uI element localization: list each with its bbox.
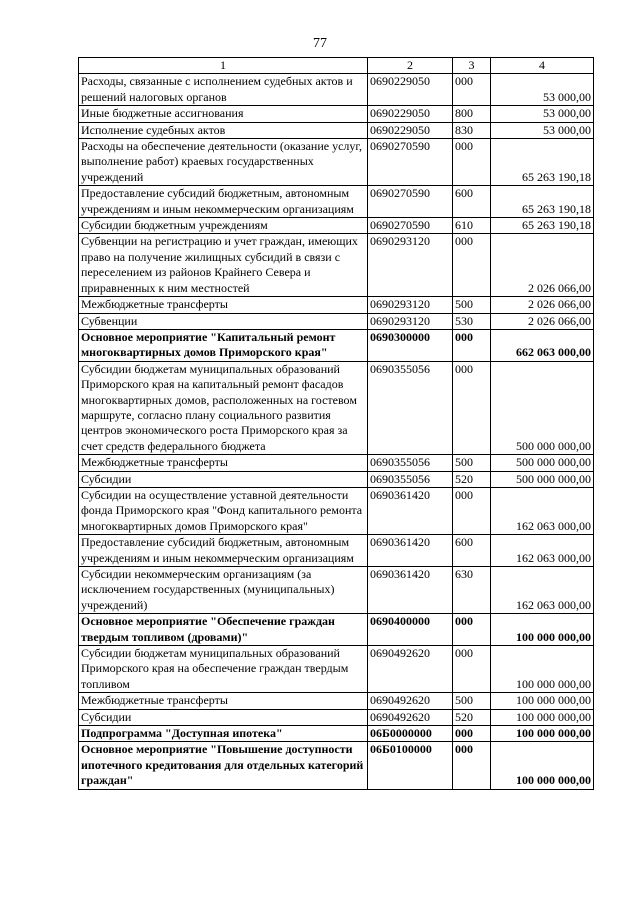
row-name: Иные бюджетные ассигнования [79,106,368,122]
row-expense-type: 000 [453,139,491,186]
row-expense-type: 000 [453,234,491,297]
table-row [79,139,594,186]
row-code: 0690270590 [368,139,453,186]
row-expense-type: 500 [453,693,491,709]
row-amount: 500 000 000,00 [491,471,594,487]
row-amount: 100 000 000,00 [491,693,594,709]
row-name: Расходы, связанные с исполнением судебных актов и решений налоговых органов [79,74,368,106]
row-amount: 2 026 066,00 [491,313,594,329]
row-expense-type: 610 [453,218,491,234]
row-amount: 162 063 000,00 [491,567,594,614]
row-amount: 500 000 000,00 [491,361,594,454]
table-row [79,313,594,329]
row-expense-type: 630 [453,567,491,614]
budget-table [78,57,594,790]
row-code: 0690270590 [368,186,453,218]
table-row [79,726,594,742]
row-name: Субсидии на осуществление уставной деятельности фонда Приморского края "Фонд капитального ремонта многоквартирных домов Приморского края" [79,487,368,534]
row-amount: 65 263 190,18 [491,186,594,218]
row-name: Основное мероприятие "Обеспечение граждан твердым топливом (дровами)" [79,614,368,646]
row-name: Межбюджетные трансферты [79,297,368,313]
row-expense-type: 000 [453,361,491,454]
header-col-1: 1 [79,58,368,74]
row-expense-type: 830 [453,122,491,138]
row-expense-type: 000 [453,742,491,789]
row-amount: 162 063 000,00 [491,535,594,567]
row-name: Субсидии бюджетам муниципальных образований Приморского края на капитальный ремонт фасадов многоквартирных домов, расположенных на гостевом маршруте, согласно плану социального развития центров экономического роста Приморского края за счет средств федерального бюджета [79,361,368,454]
table-row [79,218,594,234]
table-row [79,487,594,534]
table-row [79,74,594,106]
table-row [79,106,594,122]
table-row [79,742,594,789]
row-expense-type: 520 [453,471,491,487]
row-code: 0690355056 [368,471,453,487]
row-expense-type: 000 [453,74,491,106]
row-name: Межбюджетные трансферты [79,455,368,471]
row-code: 06Б0000000 [368,726,453,742]
table-row [79,186,594,218]
row-code: 0690361420 [368,535,453,567]
row-code: 0690492620 [368,646,453,693]
row-name: Подпрограмма "Доступная ипотека" [79,726,368,742]
row-amount: 100 000 000,00 [491,742,594,789]
table-row [79,122,594,138]
row-code: 0690400000 [368,614,453,646]
row-code: 0690293120 [368,234,453,297]
row-amount: 65 263 190,18 [491,218,594,234]
row-code: 0690355056 [368,455,453,471]
header-col-4: 4 [491,58,594,74]
row-expense-type: 800 [453,106,491,122]
row-name: Субвенции [79,313,368,329]
row-name: Основное мероприятие "Повышение доступности ипотечного кредитования для отдельных категорий граждан" [79,742,368,789]
table-row [79,709,594,725]
row-amount: 2 026 066,00 [491,234,594,297]
table-row [79,297,594,313]
row-name: Исполнение судебных актов [79,122,368,138]
header-col-3: 3 [453,58,491,74]
table-row [79,567,594,614]
header-col-2: 2 [368,58,453,74]
row-amount: 53 000,00 [491,122,594,138]
row-code: 0690361420 [368,567,453,614]
row-code: 0690229050 [368,122,453,138]
row-code: 06Б0100000 [368,742,453,789]
table-row [79,535,594,567]
row-code: 0690492620 [368,693,453,709]
row-name: Субвенции на регистрацию и учет граждан, имеющих право на получение жилищных субсидий в связи с переселением из районов Крайнего Севера и приравненных к ним местностей [79,234,368,297]
table-row [79,614,594,646]
row-name: Субсидии [79,709,368,725]
table-row [79,471,594,487]
row-expense-type: 000 [453,646,491,693]
row-code: 0690355056 [368,361,453,454]
row-code: 0690492620 [368,709,453,725]
table-row [79,329,594,361]
row-expense-type: 000 [453,614,491,646]
row-name: Основное мероприятие "Капитальный ремонт многоквартирных домов Приморского края" [79,329,368,361]
row-amount: 65 263 190,18 [491,139,594,186]
row-amount: 100 000 000,00 [491,709,594,725]
row-code: 0690361420 [368,487,453,534]
row-expense-type: 600 [453,186,491,218]
row-expense-type: 600 [453,535,491,567]
row-code: 0690229050 [368,106,453,122]
row-amount: 100 000 000,00 [491,726,594,742]
row-name: Межбюджетные трансферты [79,693,368,709]
header-row [79,58,594,74]
row-name: Предоставление субсидий бюджетным, автономным учреждениям и иным некоммерческим организациям [79,535,368,567]
row-expense-type: 500 [453,455,491,471]
table-row [79,646,594,693]
row-name: Субсидии бюджетным учреждениям [79,218,368,234]
table-row [79,693,594,709]
row-amount: 100 000 000,00 [491,646,594,693]
row-name: Субсидии бюджетам муниципальных образований Приморского края на обеспечение граждан твердым топливом [79,646,368,693]
row-name: Предоставление субсидий бюджетным, автономным учреждениям и иным некоммерческим организациям [79,186,368,218]
row-amount: 53 000,00 [491,74,594,106]
page-number: 77 [313,36,327,51]
row-expense-type: 000 [453,726,491,742]
row-amount: 662 063 000,00 [491,329,594,361]
row-expense-type: 500 [453,297,491,313]
row-name: Расходы на обеспечение деятельности (оказание услуг, выполнение работ) краевых государственных учреждений [79,139,368,186]
row-amount: 500 000 000,00 [491,455,594,471]
row-code: 0690293120 [368,297,453,313]
row-expense-type: 000 [453,329,491,361]
row-code: 0690300000 [368,329,453,361]
row-amount: 53 000,00 [491,106,594,122]
table-row [79,455,594,471]
row-amount: 100 000 000,00 [491,614,594,646]
row-code: 0690229050 [368,74,453,106]
row-amount: 2 026 066,00 [491,297,594,313]
table-row [79,361,594,454]
row-amount: 162 063 000,00 [491,487,594,534]
row-name: Субсидии некоммерческим организациям (за исключением государственных (муниципальных) учреждений) [79,567,368,614]
table-row [79,234,594,297]
row-expense-type: 520 [453,709,491,725]
row-name: Субсидии [79,471,368,487]
row-code: 0690293120 [368,313,453,329]
row-code: 0690270590 [368,218,453,234]
budget-table-body [79,58,594,790]
row-expense-type: 530 [453,313,491,329]
row-expense-type: 000 [453,487,491,534]
